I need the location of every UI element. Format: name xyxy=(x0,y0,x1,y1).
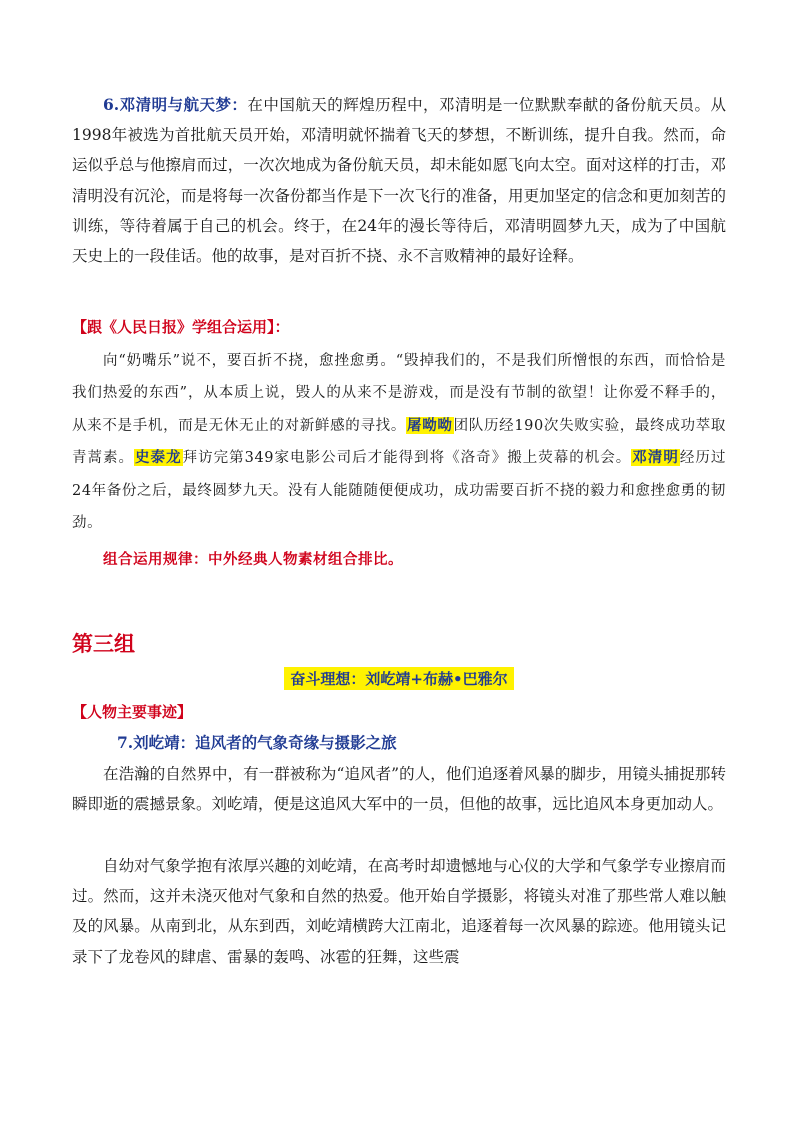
section-label: 【人物主要事迹】 xyxy=(72,703,193,721)
story-7-paragraph-2: 自幼对气象学抱有浓厚兴趣的刘屹靖，在高考时却遗憾地与心仪的大学和气象学专业擦肩而过。然而，这并未浇灭他对气象和自然的热爱。他开始自学摄影，将镜头对准了那些常人难以触及的风暴。从南到北，从东到西，刘屹靖横跨大江南北，追逐着每一次风暴的踪迹。他用镜头记录下了龙卷风的肆虐、雷暴的轰鸣、冰雹的狂舞，这些震 xyxy=(72,857,726,966)
highlight-name-2: 史泰龙 xyxy=(135,449,182,467)
combination-rule: 组合运用规律：中外经典人物素材组合排比。 xyxy=(103,551,403,568)
excerpt-paragraph xyxy=(72,345,726,539)
story-6-paragraph xyxy=(72,90,726,271)
excerpt-part-1: 向“奶嘴乐”说不，要百折不挠，愈挫愈勇。“毁掉我们的，不是我们所憎恨的东西，而恰恰是我们热爱的东西”，从本质上说，毁人的从来不是游戏，而是没有节制的欲望！让你爱不释手的，从来不是手机，而是无休无止的对新鲜感的寻找。 xyxy=(72,353,726,434)
story-6-body: 在中国航天的辉煌历程中，邓清明是一位默默奉献的备份航天员。从1998年被选为首批航天员开始，邓清明就怀揣着飞天的梦想，不断训练，提升自我。然而，命运似乎总与他擦肩而过，一次次地成为备份航天员，却未能如愿飞向太空。面对这样的打击，邓清明没有沉沦，而是将每一次备份都当作是下一次飞行的准备，用更加坚定的信念和更加刻苦的训练，等待着属于自己的机会。终于，在24年的漫长等待后，邓清明圆梦九天，成为了中国航天史上的一段佳话。他的故事，是对百折不挠、永不言败精神的最好诠释。 xyxy=(72,96,726,266)
story-7-paragraph-1: 在浩瀚的自然界中，有一群被称为“追风者”的人，他们追逐着风暴的脚步，用镜头捕捉那转瞬即逝的震撼景象。刘屹靖，便是这追风大军中的一员，但他的故事，远比追风本身更加动人。 xyxy=(72,765,726,814)
story-6-title: 6.邓清明与航天梦： xyxy=(103,95,248,114)
story-7-title: 7.刘屹靖：追风者的气象奇缘与摄影之旅 xyxy=(117,733,397,752)
excerpt-part-4: 经历过24年备份之后，最终圆梦九天。没有人能随随便便成功，成功需要百折不挠的毅力和愈挫愈勇的韧劲。 xyxy=(72,450,726,532)
highlight-name-1: 屠呦呦 xyxy=(407,416,453,434)
follow-label: 【跟《人民日报》学组合运用】： xyxy=(72,318,290,336)
excerpt-part-3: 拜访完第349家电影公司后才能得到将《洛奇》搬上荧幕的机会。 xyxy=(182,450,632,467)
excerpt-part-2: 团队历经190次失败实验，最终成功萃取青蒿素。 xyxy=(72,417,726,467)
group-3-heading: 第三组 xyxy=(72,632,135,656)
theme-banner: 奋斗理想：刘屹靖+布赫•巴雅尔 xyxy=(72,667,726,690)
highlight-name-3: 邓清明 xyxy=(632,449,679,467)
